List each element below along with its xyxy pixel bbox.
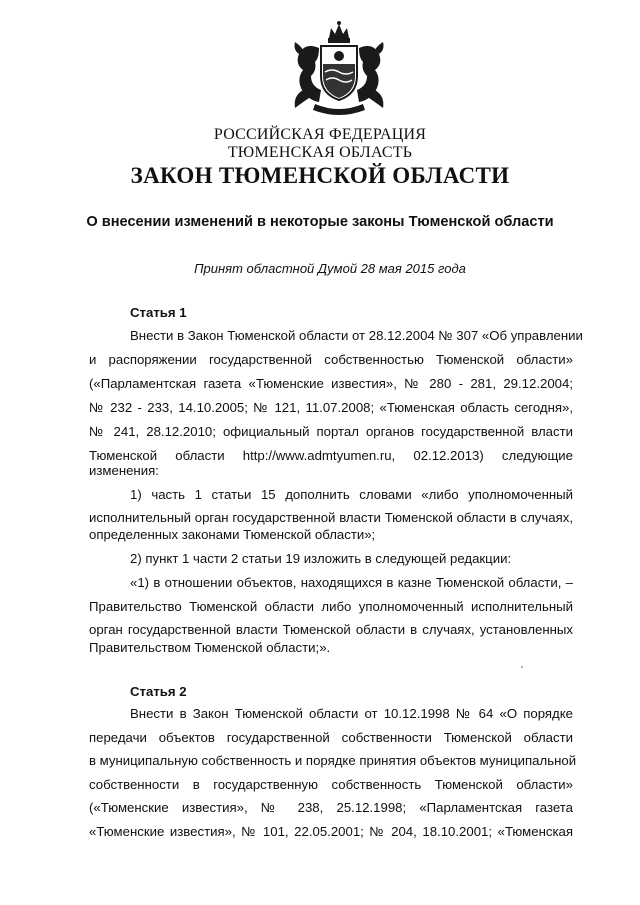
article-1-item-2: 2) пункт 1 части 2 статьи 19 изложить в следующей редакции: bbox=[130, 551, 512, 566]
article-1-line: определенных законами Тюменской области»; bbox=[89, 527, 376, 542]
scan-speck bbox=[521, 666, 523, 668]
header-country: РОССИЙСКАЯ ФЕДЕРАЦИЯ bbox=[213, 126, 427, 143]
article-1-line: изменения: bbox=[89, 463, 159, 478]
article-1-line: («Парламентская газета «Тюменские известия», № 280 - 281, 29.12.2004; bbox=[89, 376, 573, 391]
article-1-line: № 241, 28.12.2010; официальный портал органов государственной власти bbox=[89, 424, 573, 439]
article-1-quote: Правительство Тюменской области либо уполномоченный исполнительный bbox=[89, 599, 573, 614]
article-1-line: исполнительный орган государственной власти Тюменской области в случаях, bbox=[89, 510, 573, 525]
coat-of-arms-emblem bbox=[285, 20, 393, 118]
article-1-line: № 232 - 233, 14.10.2005; № 121, 11.07.2008; «Тюменская область сегодня», bbox=[89, 400, 573, 415]
article-1-quote: «1) в отношении объектов, находящихся в казне Тюменской области, – bbox=[130, 575, 573, 590]
header-law-type: ЗАКОН ТЮМЕНСКОЙ ОБЛАСТИ bbox=[130, 163, 510, 188]
adoption-note: Принят областной Думой 28 мая 2015 года bbox=[194, 261, 466, 276]
header-region: ТЮМЕНСКАЯ ОБЛАСТЬ bbox=[227, 144, 413, 161]
article-1-line: Внести в Закон Тюменской области от 28.12.2004 № 307 «Об управлении bbox=[130, 328, 583, 343]
article-1-item-1: 1) часть 1 статьи 15 дополнить словами «либо уполномоченный bbox=[130, 487, 573, 502]
article-2-line: «Тюменские известия», № 101, 22.05.2001; № 204, 18.10.2001; «Тюменская bbox=[89, 824, 573, 839]
article-2-line: в муниципальную собственность и порядке принятия объектов муниципальной bbox=[89, 753, 577, 768]
article-1-line: и распоряжении государственной собственностью Тюменской области» bbox=[89, 352, 573, 367]
article-1-heading: Статья 1 bbox=[130, 305, 187, 320]
article-1-quote: орган государственной власти Тюменской области в случаях, установленных bbox=[89, 622, 573, 637]
article-2-line: собственности в государственную собственность Тюменской области» bbox=[89, 777, 573, 792]
article-2-line: («Тюменские известия», № 238, 25.12.1998; «Парламентская газета bbox=[89, 800, 573, 815]
law-title: О внесении изменений в некоторые законы Тюменской области bbox=[86, 214, 554, 230]
article-2-line: Внести в Закон Тюменской области от 10.12.1998 № 64 «О порядке bbox=[130, 706, 573, 721]
article-1-line: Тюменской области http://www.admtyumen.ru, 02.12.2013) следующие bbox=[89, 448, 573, 463]
article-2-heading: Статья 2 bbox=[130, 684, 187, 699]
article-1-quote: Правительством Тюменской области;». bbox=[89, 640, 331, 655]
article-2-line: передачи объектов государственной собственности Тюменской области bbox=[89, 730, 573, 745]
